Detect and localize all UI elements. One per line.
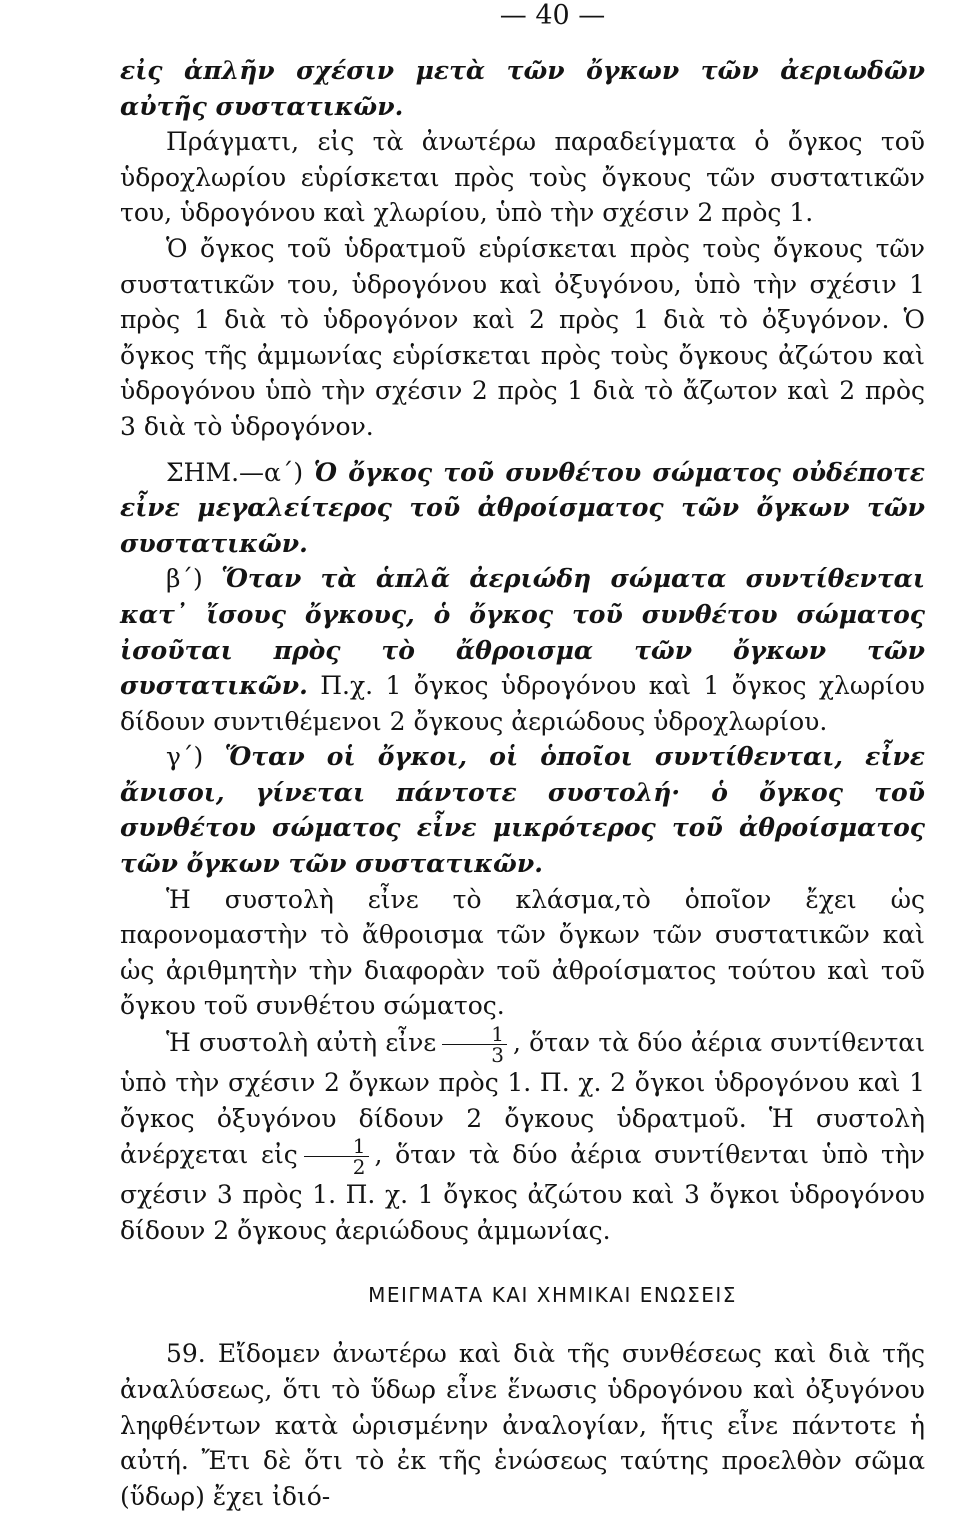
fraction-one-half <box>304 1134 369 1180</box>
note-a-rule: Ὁ ὄγκος τοῦ συνθέτου σώματος οὐδέποτε εἶνε μεγαλείτερος τοῦ ἀθροίσματος τῶν ὄγκων τῶν συστατικῶν. <box>120 457 925 558</box>
spacer <box>120 445 925 455</box>
fraction-denominator: 2 <box>352 1155 366 1180</box>
page-number: — 40 — <box>499 0 606 31</box>
note-b <box>120 561 925 739</box>
paragraph-59: 59. Εἴδομεν ἀνωτέρω καὶ διὰ τῆς συνθέσεως καὶ διὰ τῆς ἀναλύσεως, ὅτι τὸ ὕδωρ εἶνε ἕνωσις ὑδρογόνου καὶ ὀξυγόνου ληφθέντων κατὰ ὡρισμένην ἀναλογίαν, ἥτις εἶνε πάντοτε ἡ αὐτή. Ἔτι δὲ ὅτι τὸ ἐκ τῆς ἑνώσεως ταύτης προελθὸν σῶμα (ὕδωρ) ἔχει ἰδιό- <box>120 1339 925 1511</box>
paragraph-continuation: εἰς ἁπλῆν σχέσιν μετὰ τῶν ὄγκων τῶν ἀεριωδῶν αὐτῆς συστατικῶν. <box>120 56 925 121</box>
paragraph-water-ammonia-example: Ὁ ὄγκος τοῦ ὑδρατμοῦ εὑρίσκεται πρὸς τοὺς ὄγκους τῶν συστατικῶν του, ὑδρογόνου καὶ ὀξυγόνου, ὑπὸ τὴν σχέσιν 1 πρὸς 1 διὰ τὸ ὑδρογόνον καὶ 2 πρὸς 1 διὰ τὸ ὀξυγόνον. Ὁ ὄγκος τῆς ἀμμωνίας εὑρίσκεται πρὸς τοὺς ὄγκους ἀζώτου καὶ ὑδρογόνου ὑπὸ τὴν σχέσιν 2 πρὸς 1 διὰ τὸ ἄζωτον καὶ 2 πρὸς 3 διὰ τὸ ὑδρογόνον. <box>120 233 925 441</box>
note-a-prefix: ΣΗΜ.—α΄) <box>166 457 314 487</box>
note-c-prefix: γ΄) <box>166 742 225 772</box>
paragraph-contraction-values <box>120 1024 925 1248</box>
contraction-text-2: , ὅταν τὰ δύο ἀέρια συντίθενται ὑπὸ τὴν σχέσιν 2 ὄγκων πρὸς 1. Π. χ. 2 ὄγκοι ὑδρογόνου καὶ 1 ὄγκος ὀξυγόνου δίδουν 2 ὄγκους ὑδρατμοῦ. Ἡ συστολὴ ἀνέρχεται εἰς <box>120 1028 925 1170</box>
fraction-numerator: 1 <box>304 1136 369 1157</box>
paragraph-contraction-definition: Ἡ συστολὴ εἶνε τὸ κλάσμα,τὸ ὁποῖον ἔχει ὡς παρονομαστὴν τὸ ἄθροισμα τῶν ὄγκων τῶν συστατικῶν καὶ ὡς ἀριθμητὴν τὴν διαφορὰν τοῦ ἀθροίσματος τούτου καὶ τοῦ ὄγκου τοῦ συνθέτου σώματος. <box>120 884 925 1021</box>
section-heading: ΜΕΙΓΜΑΤΑ ΚΑΙ ΧΗΜΙΚΑΙ ΕΝΩΣΕΙΣ <box>368 1283 737 1308</box>
contraction-text-1: Ἡ συστολὴ αὐτὴ εἶνε <box>166 1028 437 1058</box>
note-b-example: Π.χ. 1 ὄγκος ὑδρογόνου καὶ 1 ὄγκος χλωρίου δίδουν συντιθέμενοι 2 ὄγκους ἀεριώδους ὑδροχλωρίου. <box>120 671 925 736</box>
contraction-text-3: , ὅταν τὰ δύο ἀέρια συντίθενται ὑπὸ τὴν σχέσιν 3 πρὸς 1. Π. χ. 1 ὄγκος ἀζώτου καὶ 3 ὄγκοι ὑδρογόνου δίδουν 2 ὄγκους ἀεριώδους ἀμμωνίας. <box>120 1140 926 1245</box>
note-c-rule: Ὅταν οἱ ὄγκοι, οἱ ὁποῖοι συντίθενται, εἶνε ἄνισοι, γίνεται πάντοτε συστολή· ὁ ὄγκος τοῦ συνθέτου σώματος εἶνε μικρότερος τοῦ ἀθροίσματος τῶν ὄγκων τῶν συστατικῶν. <box>120 742 925 879</box>
note-b-rule: Ὅταν τὰ ἁπλᾶ ἀεριώδη σώματα συντίθενται κατ᾽ ἴσους ὄγκους, ὁ ὄγκος τοῦ συνθέτου σώματος ἰσοῦται πρὸς τὸ ἄθροισμα τῶν ὄγκων τῶν συστατικῶν. <box>120 564 926 701</box>
paragraph-hydrochloric-example: Πράγματι, εἰς τὰ ἀνωτέρω παραδείγματα ὁ ὄγκος τοῦ ὑδροχλωρίου εὑρίσκεται πρὸς τοὺς ὄγκους τῶν συστατικῶν του, ὑδρογόνου καὶ χλωρίου, ὑπὸ τὴν σχέσιν 2 πρὸς 1. <box>120 127 925 228</box>
fraction-one-third <box>442 1022 507 1068</box>
fraction-numerator: 1 <box>442 1024 507 1045</box>
fraction-denominator: 3 <box>491 1043 504 1068</box>
note-b-prefix: β΄) <box>166 564 222 594</box>
note-c <box>120 739 925 881</box>
note-a <box>120 455 925 562</box>
